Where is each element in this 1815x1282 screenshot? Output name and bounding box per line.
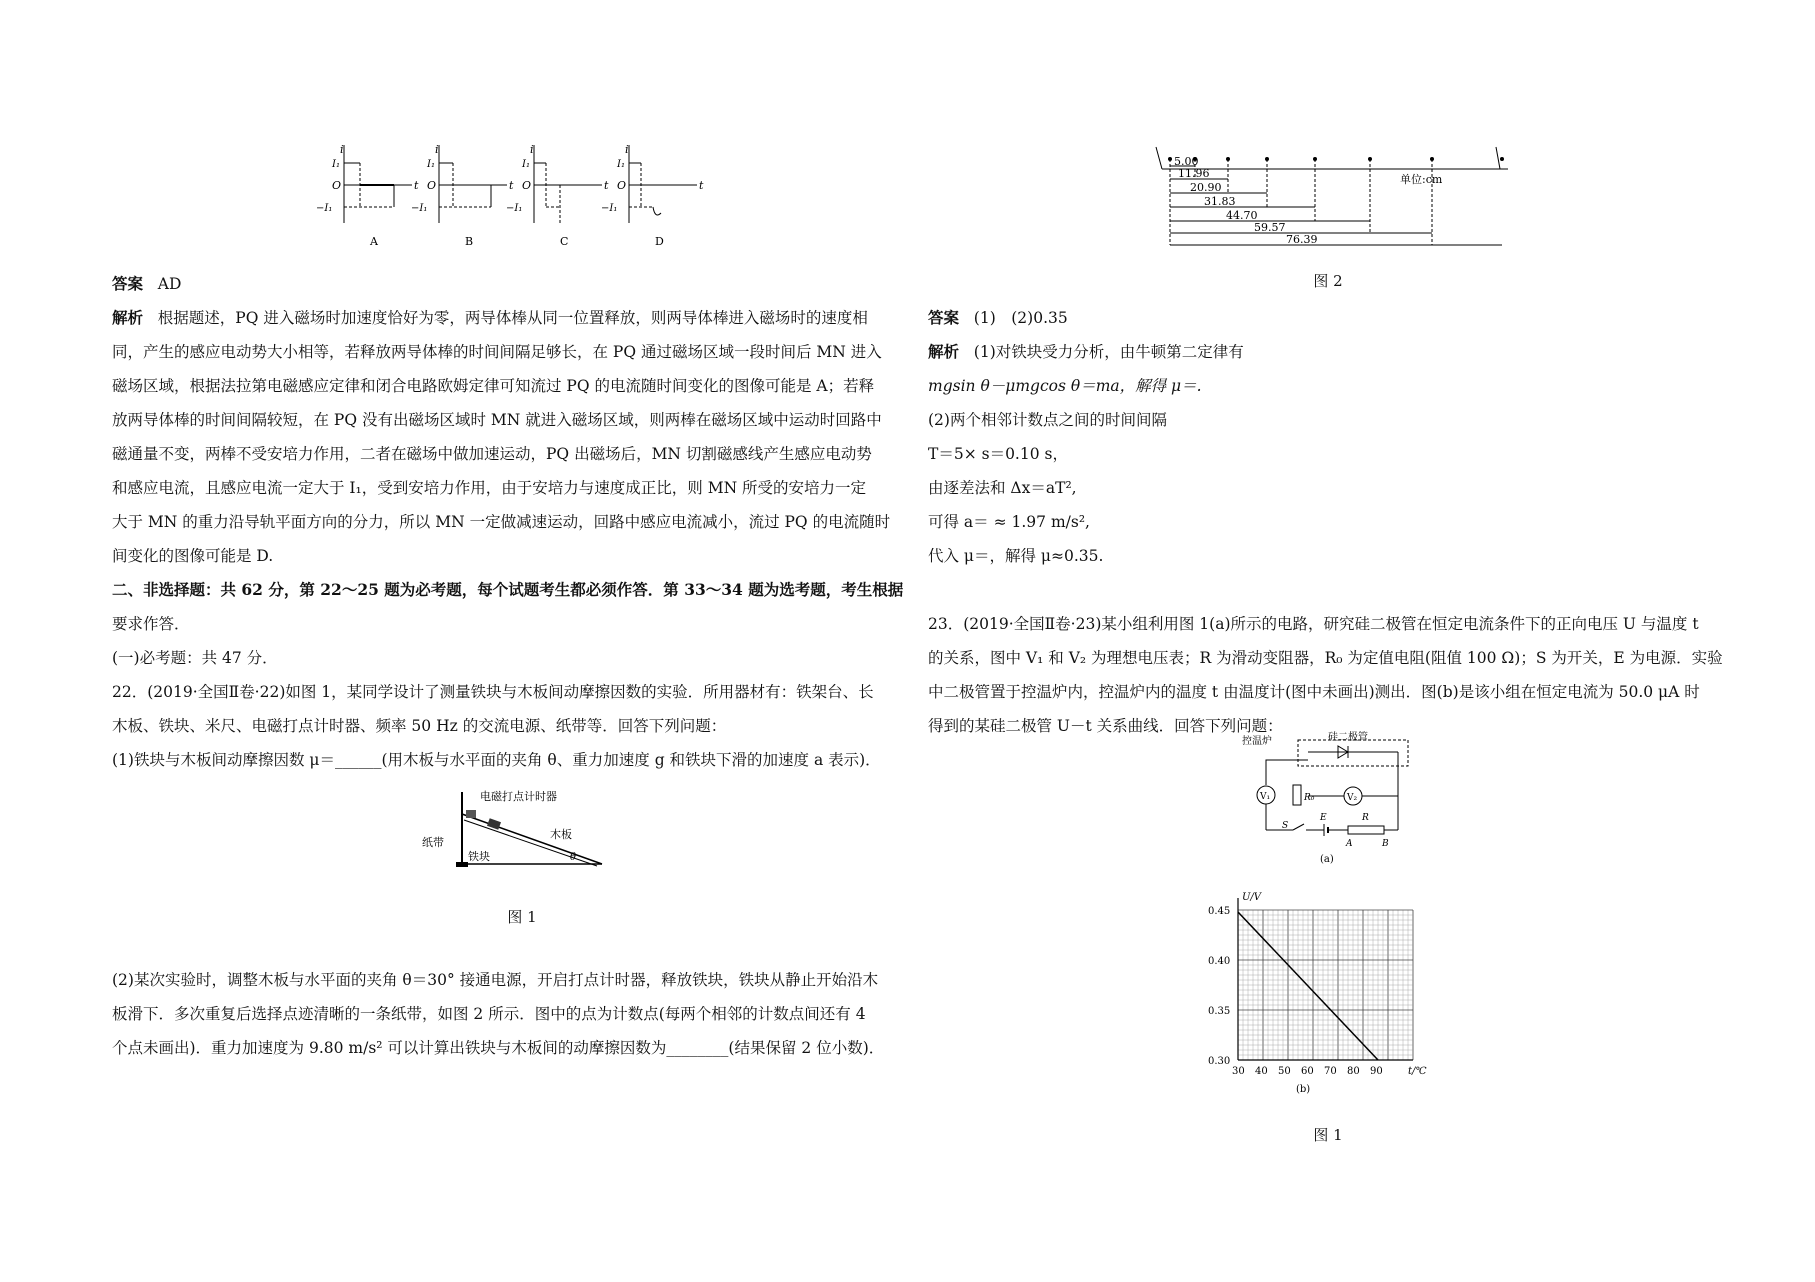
current-time-graphs <box>316 143 892 255</box>
graph-a <box>316 143 419 248</box>
graph-b-xtick-4: 70 <box>1324 1066 1337 1077</box>
analysis-text-0: 根据题述，PQ 进入磁场时加速度恰好为零，两导体棒从同一位置释放，则两导体棒进入磁场时的速度相 <box>157 309 868 327</box>
graph-b-axis-i: i <box>435 143 439 156</box>
circuit-caption: (a) <box>1320 854 1334 865</box>
q22-line-0: 22．(2019·全国Ⅱ卷·22)如图 1，某同学设计了测量铁块与木板间动摩擦因数的实验．所用器材有：铁架台、长 <box>112 683 874 701</box>
graph-d-label: D <box>655 235 664 248</box>
required-title: (一)必考题：共 47 分． <box>112 649 278 667</box>
section-title: 二、非选择题：共 62 分，第 22～25 题为必考题，每个试题考生都必须作答．第 33～34 题为选考题，考生根据 <box>112 580 904 599</box>
answer-value: AD <box>157 275 182 293</box>
analysis-q22-text-4: 由逐差法和 Δx＝aT², <box>928 479 1077 497</box>
answer-value-q22: (1) (2)0.35 <box>973 309 1068 327</box>
circuit-b-label: B <box>1382 839 1389 849</box>
analysis-text-1: 同，产生的感应电动势大小相等，若释放两导体棒的时间间隔足够长，在 PQ 通过磁场区域一段时间后 MN 进入 <box>112 343 882 361</box>
section-title-2: 要求作答． <box>112 615 190 633</box>
graph-a-i1: I₁ <box>332 159 340 170</box>
q22-part2-line-0: (2)某次实验时，调整木板与水平面的夹角 θ＝30° 接通电源，开启打点计时器，释放铁块，铁块从静止开始沿木 <box>112 971 879 989</box>
answer-line-q21 <box>112 274 181 294</box>
fig2-caption: 图 2 <box>1313 272 1343 290</box>
analysis-label: 解析 <box>112 308 144 327</box>
circuit-diode-label: 硅二极管 <box>1328 732 1368 743</box>
circuit-e-label: E <box>1320 813 1327 823</box>
analysis-text-5: 和感应电流，且感应电流一定大于 I₁，受到安培力作用，由于安培力与速度成正比，则 MN 所受的安培力一定 <box>112 479 867 497</box>
q22-line-1: 木板、铁块、米尺、电磁打点计时器、频率 50 Hz 的交流电源、纸带等．回答下列问题： <box>112 717 727 735</box>
answer-line-q22 <box>928 308 1068 328</box>
graph-c-label: C <box>560 235 569 248</box>
circuit-a-label: A <box>1346 839 1353 849</box>
circuit-r-label: R <box>1362 813 1369 823</box>
circuit-r0-label: R₀ <box>1304 793 1315 803</box>
graph-c-i1: I₁ <box>522 159 530 170</box>
graph-b-ytick-0: 0.45 <box>1208 906 1231 917</box>
graph-d-origin: O <box>617 179 627 192</box>
graph-a-axis-i: i <box>340 143 344 156</box>
graph-b-ytick-1: 0.40 <box>1208 956 1231 967</box>
graph-b-xlabel: t/℃ <box>1408 1066 1427 1077</box>
fig1-incline <box>422 786 622 876</box>
analysis-text-4: 磁通量不变，两棒不受安培力作用，二者在磁场中做加速运动，PQ 出磁场后，MN 切割磁感线产生感应电动势 <box>112 445 872 463</box>
tape-distance-6: 76.39 <box>1286 233 1318 246</box>
graph-d-neg-i1: −I₁ <box>601 203 618 214</box>
analysis-line-q22-0 <box>928 342 1244 362</box>
graph-c-neg-i1: −I₁ <box>506 203 523 214</box>
analysis-label-q22: 解析 <box>928 342 960 361</box>
graph-d-axis-i: i <box>625 143 629 156</box>
tape-distance-0: 5.00 <box>1174 155 1199 168</box>
analysis-q22-text-2: (2)两个相邻计数点之间的时间间隔 <box>928 411 1167 429</box>
graph-a-neg-i1: −I₁ <box>316 203 333 214</box>
graph-b-xtick-0: 30 <box>1232 1066 1245 1077</box>
circuit-s-label: S <box>1282 821 1289 831</box>
analysis-text-7: 间变化的图像可能是 D. <box>112 547 274 565</box>
analysis-q22-text-1: mgsin θ－μmgcos θ＝ma，解得 μ＝. <box>928 377 1202 395</box>
tape-distance-2: 20.90 <box>1190 181 1222 194</box>
graph-d <box>601 143 704 248</box>
graph-b-origin: O <box>427 179 437 192</box>
graph-b-ytick-2: 0.35 <box>1208 1006 1231 1017</box>
graph-b-ytick-3: 0.30 <box>1208 1056 1231 1067</box>
graph-c <box>506 143 609 248</box>
graph-b-ylabel: U/V <box>1242 892 1262 903</box>
analysis-text-2: 磁场区域，根据法拉第电磁感应定律和闭合电路欧姆定律可知流过 PQ 的电流随时间变化的图像可能是 A；若释 <box>112 377 875 395</box>
q22-part2-line-2: 个点未画出)．重力加速度为 9.80 m/s² 可以计算出铁块与木板间的动摩擦因数为________(结果保留 2 位小数)． <box>112 1039 885 1057</box>
fig2-tape <box>1148 145 1528 255</box>
analysis-q22-text-0: (1)对铁块受力分析，由牛顿第二定律有 <box>973 343 1244 361</box>
fig1-caption-q23: 图 1 <box>1313 1126 1343 1144</box>
analysis-q22-text-6: 代入 μ＝，解得 μ≈0.35. <box>928 547 1104 565</box>
analysis-line-0 <box>112 308 868 328</box>
graph-b-axis-t: t <box>509 179 514 192</box>
analysis-q22-text-3: T＝5× s＝0.10 s， <box>928 445 1068 463</box>
circuit-v2-label: V₂ <box>1347 793 1358 803</box>
fig1-board-label: 木板 <box>550 828 572 841</box>
answer-label-q22: 答案 <box>928 308 960 327</box>
q23-line-2: 中二极管置于控温炉内，控温炉内的温度 t 由温度计(图中未画出)测出．图(b)是该小组在恒定电流为 50.0 μA 时 <box>928 683 1700 701</box>
fig1-block-label: 铁块 <box>468 850 490 863</box>
q23-line-0: 23．(2019·全国Ⅱ卷·23)某小组利用图 1(a)所示的电路，研究硅二极管在恒定电流条件下的正向电压 U 与温度 t <box>928 615 1699 633</box>
fig1-angle-label: θ <box>570 852 577 863</box>
answer-label: 答案 <box>112 274 144 293</box>
graph-d-i1: I₁ <box>617 159 625 170</box>
tape-distance-4: 44.70 <box>1226 209 1258 222</box>
analysis-q22-text-5: 可得 a＝ ≈ 1.97 m/s², <box>928 513 1090 531</box>
tape-distance-1: 11.96 <box>1178 167 1210 180</box>
q22-part2-line-1: 板滑下．多次重复后选择点迹清晰的一条纸带，如图 2 所示．图中的点为计数点(每两个相邻的计数点间还有 4 <box>112 1005 866 1023</box>
graph-b-ut <box>1198 888 1438 1098</box>
q22-part1: (1)铁块与木板间动摩擦因数 μ＝______(用木板与水平面的夹角 θ、重力加速度 g 和铁块下滑的加速度 a 表示)． <box>112 751 881 769</box>
fig1-caption: 图 1 <box>507 908 537 926</box>
graph-b-xtick-2: 50 <box>1278 1066 1291 1077</box>
graph-a-axis-t: t <box>414 179 419 192</box>
analysis-text-3: 放两导体棒的时间间隔较短，在 PQ 没有出磁场区域时 MN 就进入磁场区域，则两棒在磁场区域中运动时回路中 <box>112 411 882 429</box>
q23-line-1: 的关系，图中 V₁ 和 V₂ 为理想电压表；R 为滑动变阻器，R₀ 为定值电阻(阻值 100 Ω)；S 为开关，E 为电源．实验 <box>928 649 1723 667</box>
graph-b-xtick-1: 40 <box>1255 1066 1268 1077</box>
graph-c-axis-t: t <box>604 179 609 192</box>
graph-c-axis-i: i <box>530 143 534 156</box>
graph-b <box>411 143 514 248</box>
graph-b-xtick-3: 60 <box>1301 1066 1314 1077</box>
graph-b-i1: I₁ <box>427 159 435 170</box>
circuit-a <box>1238 730 1418 870</box>
graph-b-xtick-5: 80 <box>1347 1066 1360 1077</box>
tape-distance-5: 59.57 <box>1254 221 1286 234</box>
tape-unit: 单位:cm <box>1400 173 1443 186</box>
graph-b-neg-i1: −I₁ <box>411 203 428 214</box>
q23-line-3: 得到的某硅二极管 U－t 关系曲线．回答下列问题： <box>928 717 1283 735</box>
tape-distance-3: 31.83 <box>1204 195 1236 208</box>
graph-b-caption: (b) <box>1296 1084 1311 1095</box>
circuit-v1-label: V₁ <box>1260 792 1271 802</box>
graph-a-label: A <box>370 235 378 248</box>
fig1-timer-label: 电磁打点计时器 <box>480 790 557 803</box>
graph-d-axis-t: t <box>699 179 704 192</box>
graph-a-origin: O <box>332 179 342 192</box>
graph-b-label: B <box>465 235 474 248</box>
analysis-text-6: 大于 MN 的重力沿导轨平面方向的分力，所以 MN 一定做减速运动，回路中感应电流减小，流过 PQ 的电流随时 <box>112 513 891 531</box>
circuit-furnace-label: 控温炉 <box>1242 736 1272 747</box>
fig1-tape-label: 纸带 <box>422 836 444 849</box>
graph-c-origin: O <box>522 179 532 192</box>
graph-b-xtick-6: 90 <box>1370 1066 1383 1077</box>
